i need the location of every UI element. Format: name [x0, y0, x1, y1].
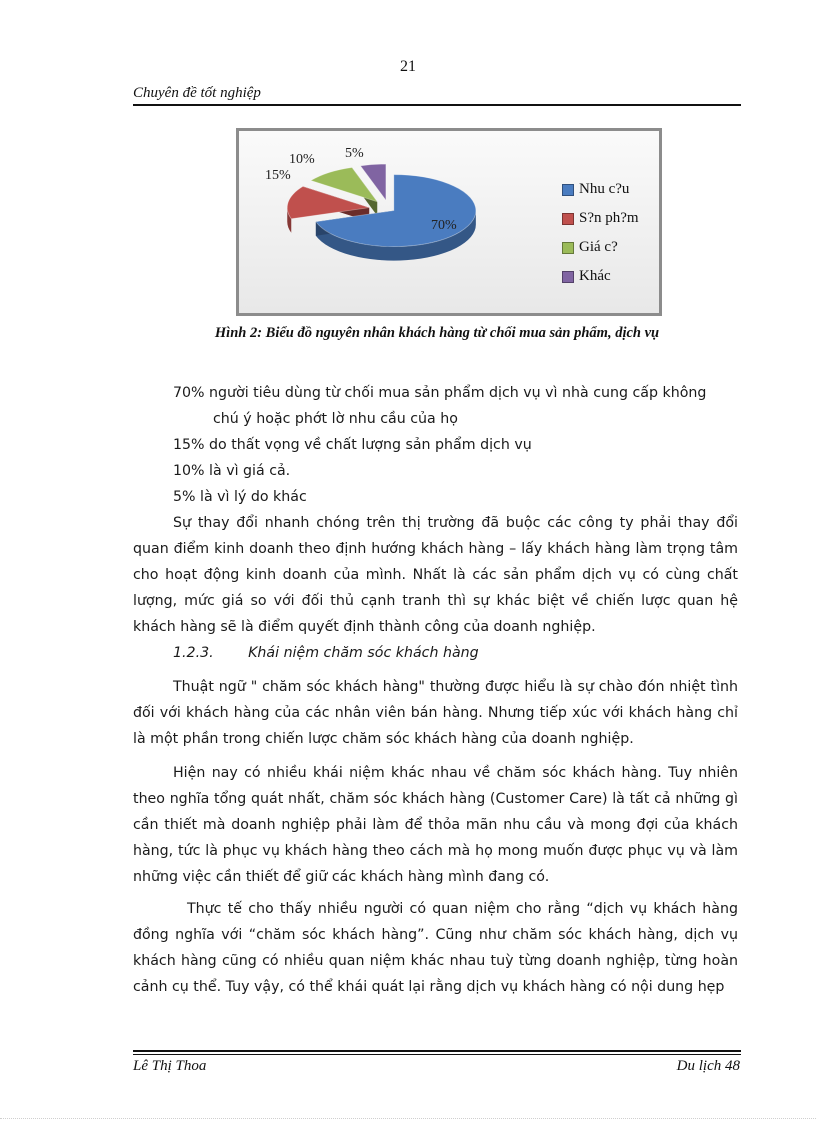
footer-rule [133, 1054, 741, 1055]
list-item: 70% người tiêu dùng từ chối mua sản phẩm dịch vụ vì nhà cung cấp không [173, 385, 707, 401]
legend-item [562, 175, 639, 204]
header-title: Chuyên đề tốt nghiệp [133, 85, 261, 101]
paragraph: Sự thay đổi nhanh chóng trên thị trường đã buộc các công ty phải thay đổi quan điểm kinh doanh theo định hướng khách hàng – lấy khách hàng làm trọng tâm cho hoạt động kinh doanh của mình. Nhất là các sản phẩm dịch vụ có cùng chất lượng, mức giá so với đối thủ cạnh tranh thì sự khác biệt về chiến lược quan hệ khách hàng sẽ là điểm quyết định thành công của doanh nghiệp. [133, 515, 738, 635]
header-rule [133, 104, 741, 106]
list-item: 15% do thất vọng về chất lượng sản phẩm dịch vụ [173, 437, 532, 453]
pie-data-label: 15% [265, 168, 291, 183]
list-item-continuation: chú ý hoặc phớt lờ nhu cầu của họ [213, 411, 458, 427]
footer-rule [133, 1050, 741, 1052]
pie-data-label: 5% [345, 146, 364, 161]
legend-swatch [562, 184, 574, 196]
paragraph: Hiện nay có nhiều khái niệm khác nhau về chăm sóc khách hàng. Tuy nhiên theo nghĩa tổng quát nhất, chăm sóc khách hàng (Customer Care) là tất cả những gì cần thiết mà doanh nghiệp phải làm để thỏa mãn nhu cầu và mong đợi của khách hàng, tức là phục vụ khách hàng theo cách mà họ mong muốn được phục vụ và làm những việc cần thiết để giữ các khách hàng mình đang có. [133, 765, 738, 885]
paragraph: Thực tế cho thấy nhiều người có quan niệm cho rằng “dịch vụ khách hàng đồng nghĩa với “chăm sóc khách hàng”. Cũng như chăm sóc khách hàng, dịch vụ khách hàng cũng có nhiều quan niệm khác nhau tuỳ từng doanh nghiệp, từng hoàn cảnh cụ thể. Tuy vậy, có thể khái quát lại rằng dịch vụ khách hàng có nội dung hẹp [133, 901, 738, 995]
legend-swatch [562, 242, 574, 254]
legend-item [562, 204, 639, 233]
list-item: 5% là vì lý do khác [173, 489, 307, 505]
footer-class: Du lịch 48 [676, 1058, 740, 1074]
page-bottom-border [0, 1118, 816, 1119]
legend-swatch [562, 213, 574, 225]
pie-data-label: 10% [289, 152, 315, 167]
page-number: 21 [400, 58, 416, 75]
footer-author: Lê Thị Thoa [133, 1058, 207, 1074]
chart-figure [236, 128, 662, 316]
legend-item [562, 262, 639, 291]
chart-legend [562, 175, 639, 291]
legend-label: Khác [579, 268, 611, 284]
legend-label: Nhu c?u [579, 181, 630, 197]
legend-swatch [562, 271, 574, 283]
pie-data-label: 70% [431, 218, 457, 233]
legend-label: Giá c? [579, 239, 618, 255]
section-heading [173, 640, 738, 666]
paragraph: Thuật ngữ " chăm sóc khách hàng" thường được hiểu là sự chào đón nhiệt tình đối với khách hàng của các nhân viên bán hàng. Nhưng tiếp xúc với khách hàng chỉ là một phần trong chiến lược chăm sóc khách hàng của doanh nghiệp. [133, 679, 738, 747]
legend-label: S?n ph?m [579, 210, 639, 226]
section-title: Khái niệm chăm sóc khách hàng [248, 645, 479, 661]
figure-caption: Hình 2: Biểu đồ nguyên nhân khách hàng từ chối mua sản phẩm, dịch vụ [214, 325, 660, 341]
list-item: 10% là vì giá cả. [173, 463, 291, 479]
section-number: 1.2.3. [173, 645, 214, 661]
legend-item [562, 233, 639, 262]
